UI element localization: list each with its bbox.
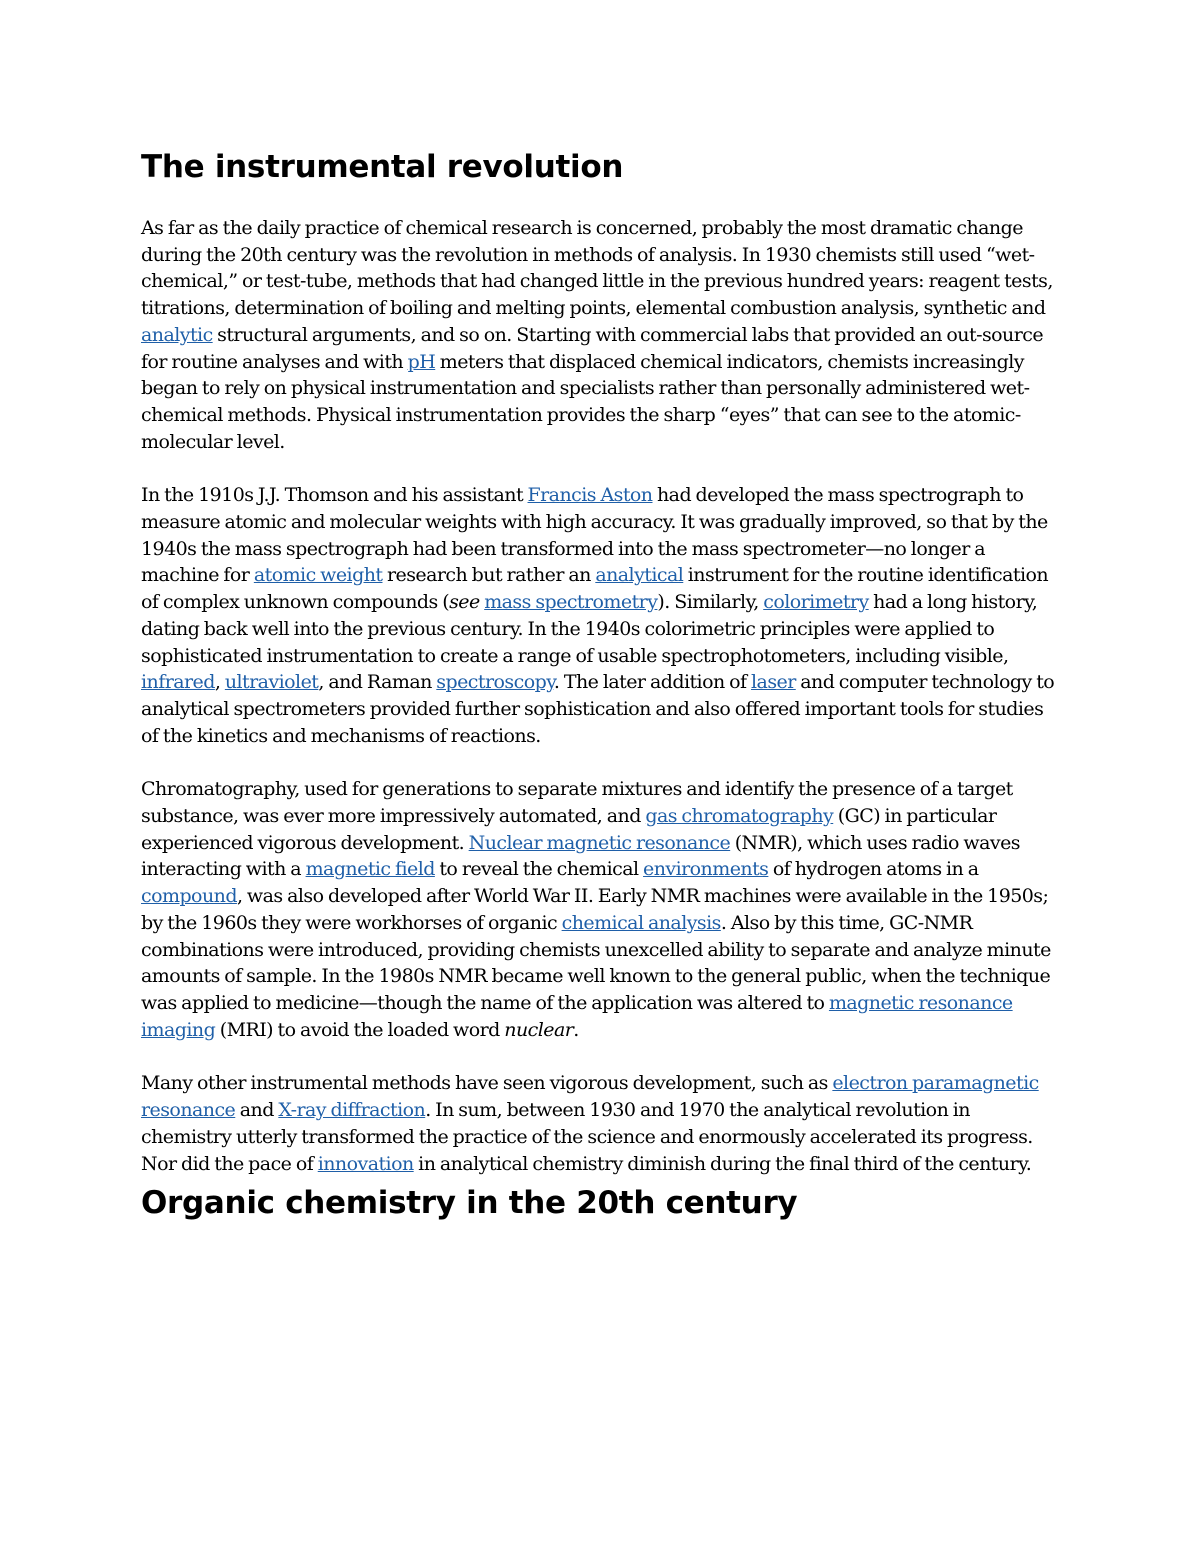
link-electron-paramagnetic-resonance[interactable]: electron paramagnetic resonance bbox=[141, 1072, 1039, 1122]
paragraph-3 bbox=[141, 776, 1061, 1043]
text: and bbox=[235, 1099, 279, 1122]
text: ). Similarly, bbox=[657, 591, 764, 614]
italic-see: see bbox=[449, 591, 480, 614]
link-atomic-weight[interactable]: atomic weight bbox=[253, 564, 383, 587]
link-ultraviolet[interactable]: ultraviolet bbox=[224, 671, 319, 694]
text: (NMR), which uses radio waves interacting with a bbox=[141, 831, 1020, 881]
text: in analytical chemistry diminish during the final third of the century. bbox=[413, 1152, 1032, 1175]
text: In the 1910s J.J. Thomson and his assistant bbox=[141, 484, 528, 507]
link-spectroscopy[interactable]: spectroscopy bbox=[436, 671, 554, 694]
link-nuclear-magnetic-resonance[interactable]: Nuclear magnetic resonance bbox=[468, 831, 731, 854]
text: Many other instrumental methods have seen vigorous development, such as bbox=[141, 1072, 833, 1095]
text: . Also by this time, GC-NMR combinations were introduced, providing chemists unexcelled ability to separate and analyze minute amounts of sample. In the 1980s NMR became well known to the general public, when the technique was applied to medicine—though the name of the application was altered to bbox=[141, 911, 1051, 1014]
link-gas-chromatography[interactable]: gas chromatography bbox=[645, 805, 834, 828]
link-analytic[interactable]: analytic bbox=[141, 323, 213, 346]
text: and computer technology to analytical spectrometers provided further sophistication and also offered important tools for studies of the kinetics and mechanisms of reactions. bbox=[141, 671, 1055, 747]
text: . In sum, between 1930 and 1970 the analytical revolution in chemistry utterly transformed the practice of the science and enormously accelerated its progress. Nor did the pace of bbox=[141, 1099, 1033, 1175]
italic-nuclear: nuclear bbox=[504, 1018, 574, 1041]
text: , bbox=[214, 671, 225, 694]
link-ph[interactable]: pH bbox=[407, 350, 436, 373]
link-infrared[interactable]: infrared bbox=[141, 671, 215, 694]
text: . The later addition of bbox=[553, 671, 752, 694]
text: Chromatography, used for generations to separate mixtures and identify the presence of a target substance, was ever more impressively automated, and bbox=[141, 778, 1013, 828]
text: had developed the mass spectrograph to measure atomic and molecular weights with high accuracy. It was gradually improved, so that by the 1940s the mass spectrograph had been transformed into the mass spectrometer—no longer a machine for bbox=[141, 484, 1048, 587]
link-magnetic-resonance-imaging[interactable]: magnetic resonance imaging bbox=[141, 991, 1013, 1041]
text: of hydrogen atoms in a bbox=[768, 858, 979, 881]
link-environments[interactable]: environments bbox=[643, 858, 769, 881]
text: , and Raman bbox=[318, 671, 437, 694]
section-heading-instrumental-revolution: The instrumental revolution bbox=[141, 149, 624, 185]
text: structural arguments, and so on. Starting with commercial labs that provided an out-source for routine analyses and with bbox=[141, 323, 1044, 373]
document-page bbox=[141, 145, 1061, 1229]
paragraph-2 bbox=[141, 482, 1061, 749]
text: had a long history, dating back well into the previous century. In the 1940s colorimetric principles were applied to sophisticated instrumentation to create a range of usable spectrophotometers, including visible, bbox=[141, 591, 1038, 667]
text: instrument for the routine identification of complex unknown compounds ( bbox=[141, 564, 1049, 614]
link-compound[interactable]: compound bbox=[141, 885, 237, 908]
text: , was also developed after World War II. Early NMR machines were available in the 1950s; by the 1960s they were workhorses of organic bbox=[141, 885, 1049, 934]
section-heading-organic-chemistry: Organic chemistry in the 20th century bbox=[141, 1185, 798, 1222]
paragraph-4 bbox=[141, 1070, 1061, 1177]
text: to reveal the chemical bbox=[434, 858, 644, 881]
link-laser[interactable]: laser bbox=[751, 671, 796, 694]
link-analytical[interactable]: analytical bbox=[595, 564, 684, 587]
link-colorimetry[interactable]: colorimetry bbox=[763, 591, 869, 614]
text: (MRI) to avoid the loaded word bbox=[215, 1018, 505, 1041]
link-innovation[interactable]: innovation bbox=[317, 1152, 414, 1175]
text: (GC) in particular experienced vigorous development. bbox=[141, 805, 997, 854]
text: research but rather an bbox=[382, 564, 596, 587]
link-magnetic-field[interactable]: magnetic field bbox=[305, 858, 435, 881]
link-x-ray-diffraction[interactable]: X-ray diffraction bbox=[278, 1099, 426, 1122]
text: . bbox=[573, 1018, 579, 1041]
link-francis-aston[interactable]: Francis Aston bbox=[527, 484, 653, 507]
text: meters that displaced chemical indicators, chemists increasingly began to rely on physical instrumentation and specialists rather than personally administered wet-chemical methods. Physical instrumentation provides the sharp “eyes” that can see to the atomic-molecular level. bbox=[141, 350, 1030, 453]
link-mass-spectrometry[interactable]: mass spectrometry bbox=[484, 591, 658, 614]
paragraph-1 bbox=[141, 215, 1061, 455]
text: As far as the daily practice of chemical research is concerned, probably the most dramatic change during the 20th century was the revolution in methods of analysis. In 1930 chemists still used “wet-chemical,” or test-tube, methods that had changed little in the previous hundred years: reagent tests, titrations, determination of boiling and melting points, elemental combustion analysis, synthetic and bbox=[141, 217, 1053, 320]
link-chemical-analysis[interactable]: chemical analysis bbox=[561, 911, 721, 934]
